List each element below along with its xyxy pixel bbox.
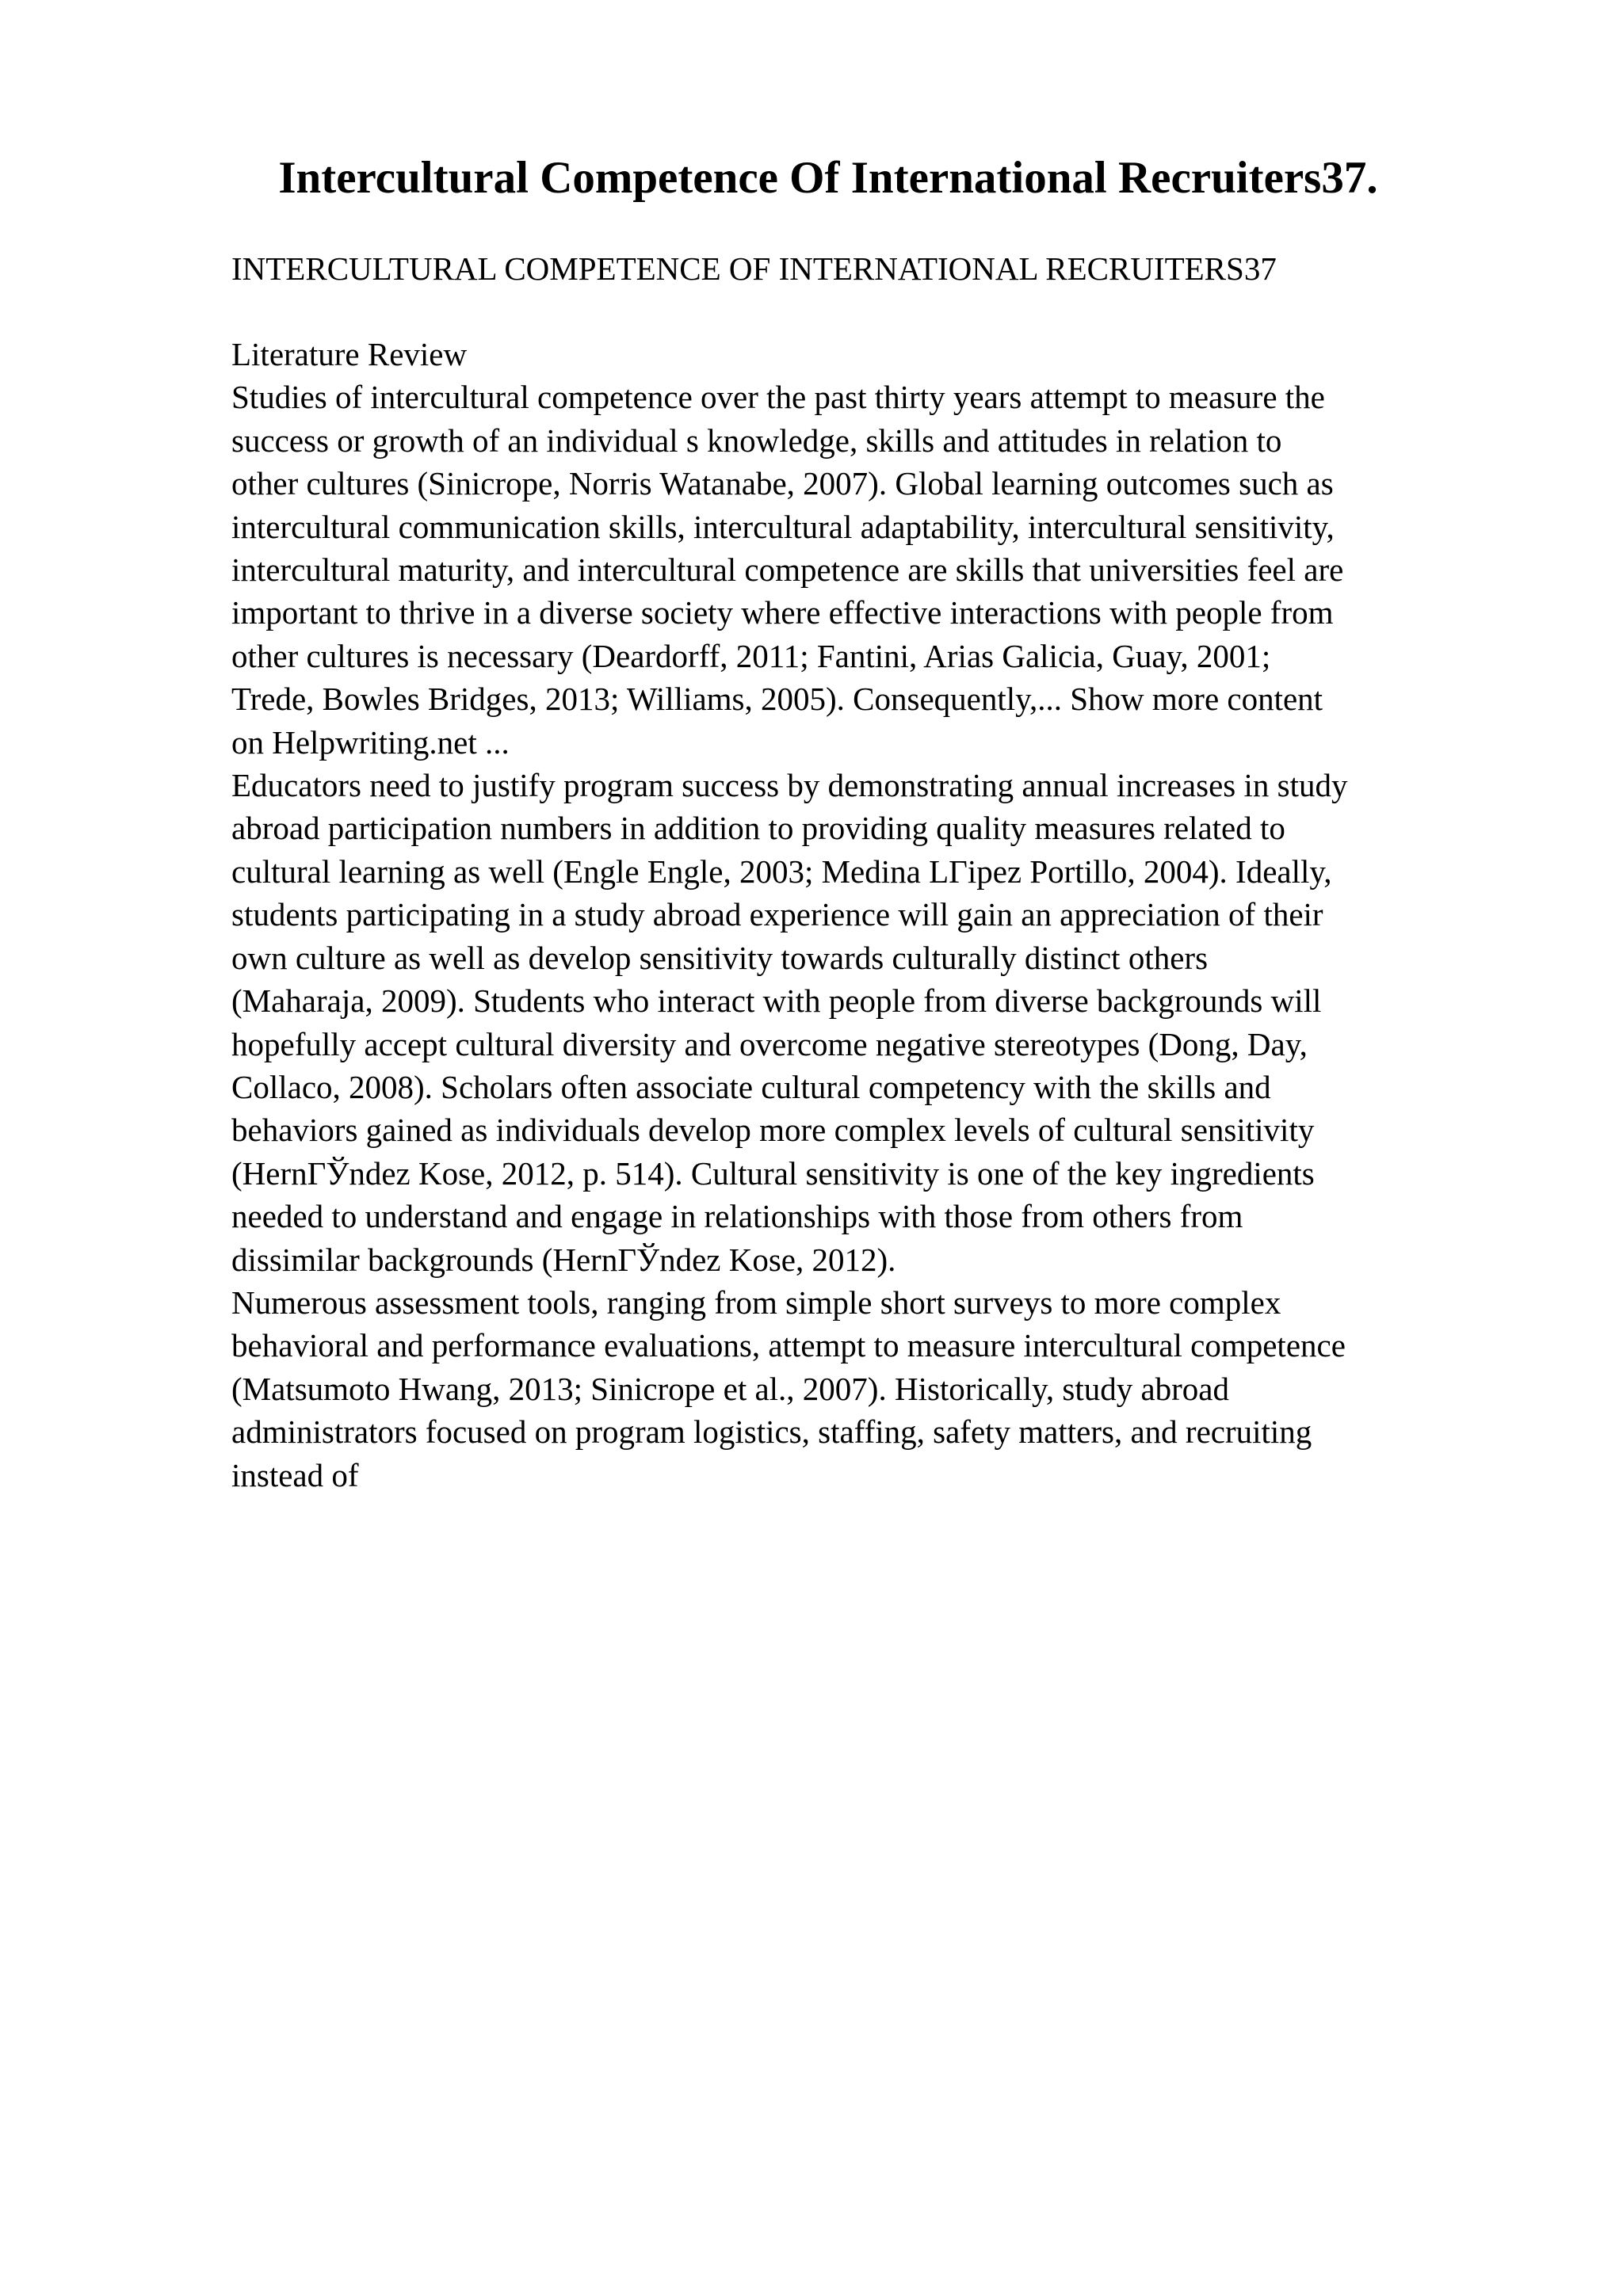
- body-line: instead of: [231, 1456, 359, 1493]
- body-line: behaviors gained as individuals develop more complex levels of cultural sensitivity: [231, 1112, 1315, 1149]
- body-line: (Maharaja, 2009). Students who interact with people from diverse backgrounds will: [231, 982, 1322, 1020]
- body-line: Educators need to justify program success by demonstrating annual increases in study: [231, 767, 1348, 804]
- body-line: cultural learning as well (Engle Engle, 2003; Medina LГipez Portillo, 2004). Ideally,: [231, 852, 1332, 890]
- body-line: own culture as well as develop sensitivity towards culturally distinct others: [231, 939, 1209, 976]
- body-line: intercultural maturity, and intercultural competence are skills that universities feel are: [231, 551, 1344, 589]
- body-line: other cultures (Sinicrope, Norris Watanabe, 2007). Global learning outcomes such as: [231, 465, 1334, 502]
- section-heading: Literature Review: [231, 336, 468, 372]
- body-line: other cultures is necessary (Deardorff, 2011; Fantini, Arias Galicia, Guay, 2001;: [231, 637, 1271, 674]
- body-line: dissimilar backgrounds (HernГЎndez Kose, 2012).: [231, 1241, 896, 1278]
- document-body: [231, 333, 1499, 1497]
- body-line: Studies of intercultural competence over the past thirty years attempt to measure the: [231, 379, 1325, 416]
- body-line: hopefully accept cultural diversity and overcome negative stereotypes (Dong, Day,: [231, 1025, 1308, 1062]
- body-line: intercultural communication skills, intercultural adaptability, intercultural sensitivity,: [231, 508, 1335, 545]
- document-title: Intercultural Competence Of International Recruiters37.: [278, 153, 1378, 203]
- body-line: success or growth of an individual s knowledge, skills and attitudes in relation to: [231, 421, 1282, 459]
- body-line: behavioral and performance evaluations, attempt to measure intercultural competence: [231, 1327, 1346, 1364]
- body-line: Numerous assessment tools, ranging from simple short surveys to more complex: [231, 1283, 1281, 1321]
- body-line: Collaco, 2008). Scholars often associate cultural competency with the skills and: [231, 1068, 1271, 1105]
- body-line: (HernГЎndez Kose, 2012, p. 514). Cultural sensitivity is one of the key ingredients: [231, 1154, 1315, 1192]
- body-line: (Matsumoto Hwang, 2013; Sinicrope et al., 2007). Historically, study abroad: [231, 1370, 1230, 1407]
- body-line: needed to understand and engage in relationships with those from others from: [231, 1198, 1243, 1235]
- body-line: Trede, Bowles Bridges, 2013; Williams, 2005). Consequently,... Show more content: [231, 681, 1323, 718]
- body-line: administrators focused on program logistics, staffing, safety matters, and recruiting: [231, 1413, 1312, 1451]
- body-line: on Helpwriting.net ...: [231, 723, 510, 761]
- body-line: important to thrive in a diverse society where effective interactions with people from: [231, 594, 1334, 631]
- body-line: abroad participation numbers in addition to providing quality measures related to: [231, 810, 1285, 847]
- running-head: INTERCULTURAL COMPETENCE OF INTERNATIONAL RECRUITERS37: [231, 250, 1277, 287]
- body-line: students participating in a study abroad experience will gain an appreciation of their: [231, 896, 1323, 933]
